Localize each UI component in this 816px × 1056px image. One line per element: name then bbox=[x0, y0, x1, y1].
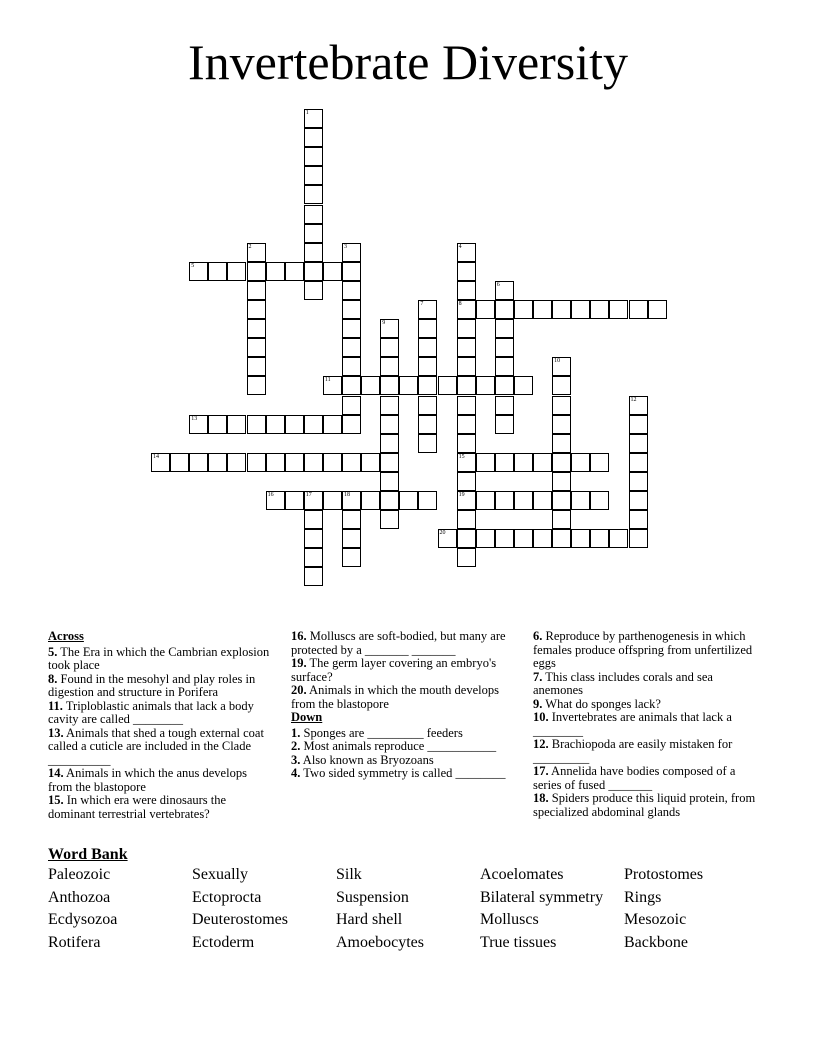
crossword-cell[interactable] bbox=[342, 319, 361, 338]
crossword-cell[interactable] bbox=[457, 319, 476, 338]
clue-number: 12. bbox=[533, 737, 549, 751]
crossword-cell[interactable] bbox=[552, 453, 571, 472]
clue bbox=[533, 765, 758, 792]
clue-number: 8. bbox=[48, 671, 58, 686]
clue-number: 7. bbox=[533, 669, 543, 684]
crossword-cell[interactable] bbox=[380, 510, 399, 529]
clue-number: 15. bbox=[48, 793, 64, 807]
crossword-cell[interactable] bbox=[629, 300, 648, 319]
crossword-cell[interactable] bbox=[151, 453, 170, 472]
crossword-cell[interactable] bbox=[361, 491, 380, 510]
clue-number: 17. bbox=[533, 764, 549, 778]
crossword-cell[interactable] bbox=[418, 491, 437, 510]
crossword-cell[interactable] bbox=[418, 300, 437, 319]
crossword-cell[interactable] bbox=[399, 491, 418, 510]
crossword-cell[interactable] bbox=[476, 376, 495, 395]
clue-number: 10 bbox=[554, 358, 561, 365]
clue-number: 10. bbox=[533, 710, 549, 724]
crossword-cell[interactable] bbox=[361, 376, 380, 395]
page-title: Invertebrate Diversity bbox=[187, 34, 629, 90]
crossword-cell[interactable] bbox=[571, 529, 590, 548]
clue-number: 14. bbox=[48, 766, 64, 780]
crossword-cell[interactable] bbox=[609, 300, 628, 319]
clue-number: 14 bbox=[153, 453, 159, 460]
crossword-cell[interactable] bbox=[304, 147, 323, 166]
crossword-cell[interactable] bbox=[533, 491, 552, 510]
crossword-cell[interactable] bbox=[304, 109, 323, 128]
clue bbox=[291, 767, 519, 781]
clue-text: Found in the mesohyl and play roles in digestion and structure in Porifera bbox=[48, 671, 256, 699]
clues-column-2 bbox=[291, 630, 519, 781]
clue-number: 3 bbox=[344, 243, 347, 250]
crossword-cell[interactable] bbox=[533, 529, 552, 548]
clue bbox=[48, 673, 273, 700]
crossword-cell[interactable] bbox=[457, 262, 476, 281]
crossword-cell[interactable] bbox=[418, 319, 437, 338]
crossword-cell[interactable] bbox=[457, 434, 476, 453]
crossword-cell[interactable] bbox=[552, 357, 571, 376]
crossword-cell[interactable] bbox=[247, 376, 266, 395]
word-bank-item: Deuterostomes bbox=[192, 911, 288, 929]
crossword-cell[interactable] bbox=[418, 396, 437, 415]
clue-text: Sponges are _________ feeders bbox=[300, 725, 463, 740]
crossword-cell[interactable] bbox=[418, 338, 437, 357]
crossword-cell[interactable] bbox=[323, 415, 342, 434]
word-bank-item: Ectoprocta bbox=[192, 888, 262, 906]
crossword-cell[interactable] bbox=[247, 338, 266, 357]
crossword-cell[interactable] bbox=[552, 529, 571, 548]
crossword-cell[interactable] bbox=[514, 453, 533, 472]
crossword-cell[interactable] bbox=[342, 376, 361, 395]
crossword-cell[interactable] bbox=[342, 262, 361, 281]
clue-text: Animals in which the anus develops from the blastopore bbox=[48, 766, 247, 794]
clue-text: What do sponges lack? bbox=[542, 696, 661, 711]
clue-text: Reproduce by parthenogenesis in which females produce offspring from unfertilized eggs bbox=[533, 629, 753, 670]
word-bank-item: Acoelomates bbox=[480, 866, 564, 883]
crossword-cell[interactable] bbox=[438, 529, 457, 548]
clue bbox=[291, 754, 519, 768]
crossword-cell[interactable] bbox=[304, 453, 323, 472]
clue bbox=[533, 671, 758, 698]
crossword-cell[interactable] bbox=[629, 510, 648, 529]
word-bank-item: Ectoderm bbox=[192, 934, 255, 952]
crossword-cell[interactable] bbox=[342, 300, 361, 319]
clue-text: Also known as Bryozoans bbox=[300, 752, 434, 767]
crossword-cell[interactable] bbox=[514, 300, 533, 319]
clue-number: 15 bbox=[458, 453, 465, 460]
clue bbox=[291, 740, 519, 754]
crossword-cell[interactable] bbox=[514, 376, 533, 395]
crossword-cell[interactable] bbox=[495, 281, 514, 300]
across-heading: Across bbox=[48, 629, 84, 643]
clue-text: Spiders produce this liquid protein, from specialized abdominal glands bbox=[533, 791, 756, 819]
clue-text: Most animals reproduce ___________ bbox=[300, 739, 497, 753]
crossword-cell[interactable] bbox=[285, 262, 304, 281]
crossword-cell[interactable] bbox=[227, 453, 246, 472]
crossword-cell[interactable] bbox=[380, 415, 399, 434]
crossword-cell[interactable] bbox=[247, 281, 266, 300]
crossword-cell[interactable] bbox=[342, 529, 361, 548]
clue bbox=[48, 794, 273, 821]
crossword-cell[interactable] bbox=[304, 205, 323, 224]
crossword-cell[interactable] bbox=[247, 262, 266, 281]
crossword-cell[interactable] bbox=[590, 300, 609, 319]
crossword-cell[interactable] bbox=[380, 396, 399, 415]
clue bbox=[291, 684, 519, 711]
crossword-cell[interactable] bbox=[629, 434, 648, 453]
clue bbox=[48, 646, 273, 673]
clue bbox=[48, 727, 273, 768]
crossword-cell[interactable] bbox=[208, 262, 227, 281]
crossword-cell[interactable] bbox=[285, 453, 304, 472]
crossword-cell[interactable] bbox=[457, 529, 476, 548]
crossword-cell[interactable] bbox=[189, 262, 208, 281]
crossword-cell[interactable] bbox=[476, 453, 495, 472]
crossword-cell[interactable] bbox=[476, 491, 495, 510]
crossword-cell[interactable] bbox=[552, 376, 571, 395]
crossword-cell[interactable] bbox=[495, 376, 514, 395]
crossword-cell[interactable] bbox=[418, 376, 437, 395]
clue-text: Two sided symmetry is called ________ bbox=[300, 766, 506, 780]
word-bank-item: Hard shell bbox=[336, 911, 403, 929]
crossword-cell[interactable] bbox=[476, 300, 495, 319]
crossword-cell[interactable] bbox=[457, 338, 476, 357]
crossword-cell[interactable] bbox=[380, 338, 399, 357]
clue-number: 12 bbox=[630, 396, 637, 403]
crossword-cell[interactable] bbox=[227, 262, 246, 281]
crossword-cell[interactable] bbox=[323, 491, 342, 510]
crossword-cell[interactable] bbox=[457, 376, 476, 395]
crossword-cell[interactable] bbox=[457, 357, 476, 376]
crossword-cell[interactable] bbox=[629, 415, 648, 434]
word-bank-item: Anthozoa bbox=[48, 888, 111, 906]
crossword-cell[interactable] bbox=[457, 510, 476, 529]
crossword-cell[interactable] bbox=[495, 357, 514, 376]
word-bank-item: Mesozoic bbox=[624, 911, 687, 929]
crossword-cell[interactable] bbox=[457, 453, 476, 472]
clue-number: 11. bbox=[48, 698, 63, 713]
word-bank bbox=[48, 866, 808, 957]
clue-number: 18. bbox=[533, 791, 549, 805]
crossword-cell[interactable] bbox=[495, 453, 514, 472]
clue-number: 17 bbox=[305, 492, 312, 498]
crossword-cell[interactable] bbox=[457, 396, 476, 415]
crossword-cell[interactable] bbox=[552, 510, 571, 529]
clue-number: 9 bbox=[382, 320, 386, 327]
clue-number: 3. bbox=[291, 752, 301, 767]
clue-text: Triploblastic animals that lack a body cavity are called ________ bbox=[48, 698, 254, 726]
clue bbox=[48, 767, 273, 794]
clue-number: 5. bbox=[48, 644, 58, 659]
crossword-cell[interactable] bbox=[552, 300, 571, 319]
clue-number: 19 bbox=[458, 492, 465, 498]
word-bank-item: Backbone bbox=[624, 934, 688, 952]
crossword-cell[interactable] bbox=[304, 185, 323, 204]
clue-text: Animals that shed a tough external coat called a cuticle are included in the Clade __________ bbox=[48, 725, 264, 767]
clue-number: 11 bbox=[324, 377, 331, 384]
word-bank-item: Amoebocytes bbox=[336, 934, 424, 952]
clue-number: 16. bbox=[291, 629, 307, 643]
clue-number: 6 bbox=[496, 281, 500, 288]
clue-number: 8 bbox=[458, 301, 462, 307]
crossword-cell[interactable] bbox=[380, 434, 399, 453]
crossword-cell[interactable] bbox=[399, 376, 418, 395]
clue bbox=[291, 630, 519, 657]
crossword-cell[interactable] bbox=[495, 319, 514, 338]
crossword-cell[interactable] bbox=[342, 338, 361, 357]
crossword-cell[interactable] bbox=[552, 396, 571, 415]
crossword-cell[interactable] bbox=[170, 453, 189, 472]
clue-number: 4. bbox=[291, 766, 301, 780]
clue-number: 18 bbox=[344, 492, 350, 498]
crossword-cell[interactable] bbox=[648, 300, 667, 319]
crossword-cell[interactable] bbox=[380, 453, 399, 472]
clue-text: This class includes corals and sea anemones bbox=[533, 669, 713, 697]
crossword-cell[interactable] bbox=[304, 281, 323, 300]
crossword-cell[interactable] bbox=[247, 319, 266, 338]
crossword-cell[interactable] bbox=[247, 300, 266, 319]
word-bank-item: Rings bbox=[624, 888, 662, 906]
clue bbox=[533, 738, 758, 765]
crossword-cell[interactable] bbox=[247, 357, 266, 376]
crossword-cell[interactable] bbox=[304, 224, 323, 243]
crossword-cell[interactable] bbox=[247, 243, 266, 262]
clue-text: In which era were dinosaurs the dominant terrestrial vertebrates? bbox=[48, 793, 227, 821]
clue bbox=[533, 698, 758, 712]
crossword-cell[interactable] bbox=[495, 415, 514, 434]
crossword-cell[interactable] bbox=[571, 491, 590, 510]
word-bank-item: Molluscs bbox=[480, 911, 539, 929]
crossword-cell[interactable] bbox=[304, 262, 323, 281]
word-bank-item: Paleozoic bbox=[48, 866, 111, 883]
clue-text: The germ layer covering an embryo's surface? bbox=[291, 656, 497, 684]
word-bank-item: Bilateral symmetry bbox=[480, 888, 604, 906]
crossword-cell[interactable] bbox=[304, 166, 323, 185]
crossword-cell[interactable] bbox=[342, 415, 361, 434]
crossword-cell[interactable] bbox=[495, 300, 514, 319]
clue bbox=[533, 630, 758, 671]
crossword-cell[interactable] bbox=[208, 453, 227, 472]
crossword-cell[interactable] bbox=[418, 434, 437, 453]
crossword-cell[interactable] bbox=[457, 472, 476, 491]
crossword-cell[interactable] bbox=[189, 453, 208, 472]
crossword-cell[interactable] bbox=[304, 128, 323, 147]
crossword-cell[interactable] bbox=[266, 262, 285, 281]
word-bank-item: Ecdysozoa bbox=[48, 911, 118, 929]
crossword-cell[interactable] bbox=[438, 376, 457, 395]
clue-number: 20. bbox=[291, 683, 307, 697]
crossword-cell[interactable] bbox=[629, 472, 648, 491]
crossword-cell[interactable] bbox=[629, 529, 648, 548]
word-bank-item: Suspension bbox=[336, 888, 409, 906]
crossword-cell[interactable] bbox=[629, 491, 648, 510]
crossword-cell[interactable] bbox=[457, 491, 476, 510]
clue-number: 20 bbox=[439, 530, 446, 537]
crossword-cell[interactable] bbox=[227, 415, 246, 434]
crossword-cell[interactable] bbox=[495, 396, 514, 415]
crossword-cell[interactable] bbox=[189, 415, 208, 434]
crossword-cell[interactable] bbox=[304, 529, 323, 548]
crossword-cell[interactable] bbox=[266, 491, 285, 510]
crossword-cell[interactable] bbox=[304, 510, 323, 529]
clue-number: 2 bbox=[248, 243, 252, 250]
clues-column-1 bbox=[48, 630, 273, 821]
crossword-cell[interactable] bbox=[552, 472, 571, 491]
crossword-cell[interactable] bbox=[266, 453, 285, 472]
clue-number: 6. bbox=[533, 629, 543, 643]
crossword-cell[interactable] bbox=[590, 529, 609, 548]
crossword-cell[interactable] bbox=[380, 357, 399, 376]
crossword-cell[interactable] bbox=[208, 415, 227, 434]
word-bank-item: Sexually bbox=[192, 866, 248, 883]
crossword-cell[interactable] bbox=[495, 529, 514, 548]
crossword-cell[interactable] bbox=[571, 300, 590, 319]
clue-number: 1. bbox=[291, 725, 301, 740]
crossword-cell[interactable] bbox=[590, 453, 609, 472]
crossword-cell[interactable] bbox=[342, 548, 361, 567]
crossword-cell[interactable] bbox=[342, 396, 361, 415]
crossword-cell[interactable] bbox=[323, 453, 342, 472]
clue-number: 1 bbox=[305, 110, 309, 116]
word-bank-item: Protostomes bbox=[624, 866, 704, 883]
crossword-cell[interactable] bbox=[590, 491, 609, 510]
crossword-cell[interactable] bbox=[476, 529, 495, 548]
crossword-cell[interactable] bbox=[304, 491, 323, 510]
crossword-cell[interactable] bbox=[552, 415, 571, 434]
clue-number: 9. bbox=[533, 696, 543, 711]
clue bbox=[48, 700, 273, 727]
crossword-cell[interactable] bbox=[342, 491, 361, 510]
crossword-cell[interactable] bbox=[323, 376, 342, 395]
crossword-cell[interactable] bbox=[495, 491, 514, 510]
crossword-cell[interactable] bbox=[609, 529, 628, 548]
clue-number: 7 bbox=[420, 301, 424, 307]
crossword-cell[interactable] bbox=[342, 453, 361, 472]
crossword-cell[interactable] bbox=[514, 491, 533, 510]
clue-text: Molluscs are soft-bodied, but many are protected by a _______ _______ bbox=[291, 629, 506, 657]
crossword-cell[interactable] bbox=[571, 453, 590, 472]
word-bank-item: True tissues bbox=[480, 934, 557, 952]
crossword-cell[interactable] bbox=[247, 453, 266, 472]
crossword-cell[interactable] bbox=[457, 548, 476, 567]
crossword-cell[interactable] bbox=[304, 415, 323, 434]
clue bbox=[291, 727, 519, 741]
crossword-cell[interactable] bbox=[457, 300, 476, 319]
clue-number: 13. bbox=[48, 725, 64, 740]
crossword-cell[interactable] bbox=[629, 453, 648, 472]
clue bbox=[291, 657, 519, 684]
crossword-cell[interactable] bbox=[323, 262, 342, 281]
crossword-cell[interactable] bbox=[342, 357, 361, 376]
crossword-cell[interactable] bbox=[361, 453, 380, 472]
crossword-cell[interactable] bbox=[552, 491, 571, 510]
crossword-cell[interactable] bbox=[552, 434, 571, 453]
crossword-cell[interactable] bbox=[304, 567, 323, 586]
clue-number: 4 bbox=[458, 243, 462, 250]
word-bank-item: Silk bbox=[336, 866, 362, 883]
crossword-cell[interactable] bbox=[380, 376, 399, 395]
clue-text: Brachiopoda are easily mistaken for _________ bbox=[533, 737, 733, 765]
clue-text: Invertebrates are animals that lack a ________ bbox=[533, 710, 732, 738]
crossword-cell[interactable] bbox=[514, 529, 533, 548]
clue bbox=[533, 711, 758, 738]
clues-column-3 bbox=[533, 630, 758, 819]
clue-number: 13 bbox=[191, 415, 198, 422]
clue-text: Animals in which the mouth develops from the blastopore bbox=[291, 683, 499, 711]
crossword-cell[interactable] bbox=[285, 415, 304, 434]
crossword-cell[interactable] bbox=[457, 415, 476, 434]
crossword-cell[interactable] bbox=[247, 415, 266, 434]
word-bank-title: Word Bank bbox=[48, 846, 128, 863]
crossword-cell[interactable] bbox=[342, 281, 361, 300]
crossword-cell[interactable] bbox=[304, 243, 323, 262]
clue-number: 2. bbox=[291, 739, 301, 753]
crossword-cell[interactable] bbox=[457, 281, 476, 300]
crossword-cell[interactable] bbox=[380, 491, 399, 510]
crossword-cell[interactable] bbox=[418, 415, 437, 434]
crossword-cell[interactable] bbox=[533, 453, 552, 472]
crossword-cell[interactable] bbox=[533, 300, 552, 319]
crossword-cell[interactable] bbox=[342, 510, 361, 529]
down-heading: Down bbox=[291, 710, 323, 724]
crossword-cell[interactable] bbox=[380, 319, 399, 338]
crossword-cell[interactable] bbox=[342, 243, 361, 262]
clue-text: The Era in which the Cambrian explosion took place bbox=[48, 644, 270, 672]
word-bank-item: Rotifera bbox=[48, 934, 101, 952]
crossword-cell[interactable] bbox=[418, 357, 437, 376]
clue bbox=[533, 792, 758, 819]
clue-number: 16 bbox=[267, 492, 274, 498]
crossword-cell[interactable] bbox=[629, 396, 648, 415]
clue-number: 5 bbox=[191, 262, 195, 269]
clue-number: 19. bbox=[291, 656, 307, 670]
crossword-cell[interactable] bbox=[304, 548, 323, 567]
clue-text: Annelida have bodies composed of a series of fused _______ bbox=[533, 764, 736, 792]
crossword-cell[interactable] bbox=[457, 243, 476, 262]
crossword-cell[interactable] bbox=[495, 338, 514, 357]
crossword-cell[interactable] bbox=[266, 415, 285, 434]
crossword-cell[interactable] bbox=[380, 472, 399, 491]
crossword-cell[interactable] bbox=[285, 491, 304, 510]
